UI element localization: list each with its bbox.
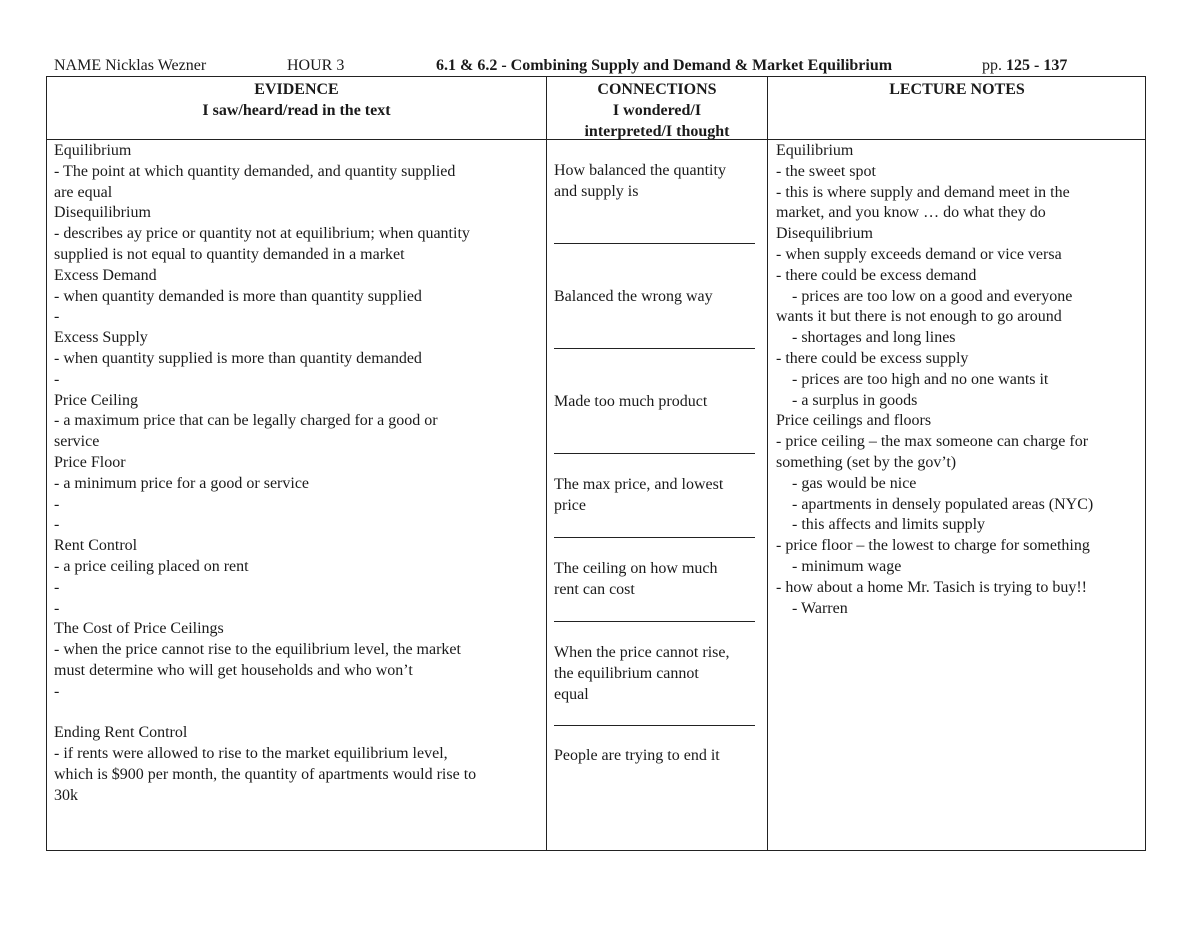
connection-entry bbox=[554, 161, 760, 203]
connections-subtitle: interpreted/I thought bbox=[584, 123, 730, 140]
evidence-line: Excess Demand bbox=[54, 266, 157, 284]
evidence-line: - The point at which quantity demanded, and quantity supplied bbox=[54, 162, 456, 180]
lecture-line: something (set by the gov’t) bbox=[776, 453, 957, 471]
evidence-line: - a minimum price for a good or service bbox=[54, 474, 310, 492]
lecture-line: Equilibrium bbox=[776, 142, 854, 159]
connection-line: and supply is bbox=[554, 182, 639, 200]
lecture-line: - how about a home Mr. Tasich is trying to buy!! bbox=[776, 578, 1087, 596]
lecture-line: Price ceilings and floors bbox=[776, 412, 932, 430]
connection-line: price bbox=[554, 496, 586, 514]
connection-entry bbox=[554, 746, 760, 767]
page-range-value: 125 - 137 bbox=[1006, 57, 1068, 74]
connection-line: The max price, and lowest bbox=[554, 476, 724, 493]
lecture-line: - gas would be nice bbox=[792, 474, 917, 492]
answer-rule-line bbox=[554, 725, 755, 726]
lecture-line: - when supply exceeds demand or vice versa bbox=[776, 245, 1062, 263]
evidence-subtitle: I saw/heard/read in the text bbox=[202, 102, 391, 119]
lecture-line: market, and you know … do what they do bbox=[776, 204, 1046, 222]
evidence-line: - if rents were allowed to rise to the market equilibrium level, bbox=[54, 745, 448, 763]
answer-rule-line bbox=[554, 537, 755, 538]
lecture-line: - apartments in densely populated areas (NYC) bbox=[792, 495, 1094, 513]
evidence-line: - bbox=[54, 370, 60, 388]
evidence-line: Rent Control bbox=[54, 537, 138, 555]
evidence-line: are equal bbox=[54, 183, 113, 201]
connection-entry bbox=[554, 643, 760, 705]
lecture-line: - price ceiling – the max someone can charge for bbox=[776, 433, 1089, 451]
evidence-line: - bbox=[54, 682, 60, 700]
lesson-title: 6.1 & 6.2 - Combining Supply and Demand & Market Equilibrium bbox=[436, 57, 893, 74]
evidence-line: service bbox=[54, 433, 100, 451]
lecture-line: - a surplus in goods bbox=[792, 391, 918, 409]
lecture-line: Disequilibrium bbox=[776, 225, 873, 243]
column-divider bbox=[546, 77, 547, 850]
worksheet-header bbox=[54, 56, 1154, 76]
connection-line: People are trying to end it bbox=[554, 747, 720, 764]
connection-line: equal bbox=[554, 685, 589, 703]
class-hour: HOUR 3 bbox=[287, 57, 345, 74]
lecture-column-header bbox=[768, 79, 1146, 100]
lecture-title: LECTURE NOTES bbox=[889, 81, 1025, 98]
connection-entry bbox=[554, 287, 760, 308]
column-divider bbox=[767, 77, 768, 850]
evidence-line: Excess Supply bbox=[54, 329, 148, 347]
evidence-title: EVIDENCE bbox=[254, 81, 339, 98]
evidence-line: Ending Rent Control bbox=[54, 724, 188, 742]
lecture-line: wants it but there is not enough to go around bbox=[776, 308, 1062, 326]
answer-rule-line bbox=[554, 621, 755, 622]
lecture-line: - there could be excess supply bbox=[776, 349, 969, 367]
connection-line: How balanced the quantity bbox=[554, 162, 726, 179]
connection-line: Balanced the wrong way bbox=[554, 288, 713, 305]
evidence-line: The Cost of Price Ceilings bbox=[54, 620, 224, 638]
page-range-prefix: pp. bbox=[982, 57, 1006, 74]
evidence-line: must determine who will get households and who won’t bbox=[54, 661, 413, 679]
connection-line: rent can cost bbox=[554, 580, 635, 598]
lecture-line: - prices are too low on a good and everyone bbox=[792, 287, 1073, 305]
lecture-line: - price floor – the lowest to charge for something bbox=[776, 537, 1090, 555]
connection-line: Made too much product bbox=[554, 393, 708, 410]
evidence-line: 30k bbox=[54, 786, 78, 804]
evidence-line: - bbox=[54, 308, 60, 326]
evidence-line: - describes ay price or quantity not at equilibrium; when quantity bbox=[54, 225, 470, 243]
connection-entry bbox=[554, 392, 760, 413]
evidence-column-body bbox=[54, 141, 540, 807]
connection-line: The ceiling on how much bbox=[554, 560, 718, 577]
connection-line: When the price cannot rise, bbox=[554, 644, 730, 661]
evidence-line: - when quantity supplied is more than quantity demanded bbox=[54, 349, 422, 367]
evidence-line: Equilibrium bbox=[54, 142, 132, 159]
evidence-line: - when quantity demanded is more than quantity supplied bbox=[54, 287, 422, 305]
connection-entry bbox=[554, 559, 760, 601]
evidence-line: - bbox=[54, 495, 60, 513]
connections-subtitle: I wondered/I bbox=[612, 102, 702, 119]
evidence-line: - a maximum price that can be legally charged for a good or bbox=[54, 412, 438, 430]
evidence-line: - when the price cannot rise to the equilibrium level, the market bbox=[54, 641, 461, 659]
connections-title: CONNECTIONS bbox=[597, 81, 717, 98]
answer-rule-line bbox=[554, 348, 755, 349]
lecture-line: - minimum wage bbox=[792, 557, 902, 575]
evidence-line: Price Ceiling bbox=[54, 391, 138, 409]
evidence-line: Disequilibrium bbox=[54, 204, 151, 222]
lecture-line: - the sweet spot bbox=[776, 162, 876, 180]
notes-table bbox=[46, 76, 1146, 851]
lecture-line: - this affects and limits supply bbox=[792, 516, 986, 534]
lecture-line: - prices are too high and no one wants it bbox=[792, 370, 1049, 388]
student-name: NAME Nicklas Wezner bbox=[54, 57, 207, 74]
evidence-line: - bbox=[54, 599, 60, 617]
connections-column-header bbox=[547, 79, 767, 142]
evidence-line: Price Floor bbox=[54, 453, 126, 471]
evidence-line: - a price ceiling placed on rent bbox=[54, 557, 249, 575]
lecture-line: - this is where supply and demand meet in the bbox=[776, 183, 1070, 201]
answer-rule-line bbox=[554, 453, 755, 454]
page-range bbox=[982, 56, 1067, 76]
lecture-line: - shortages and long lines bbox=[792, 329, 956, 347]
answer-rule-line bbox=[554, 243, 755, 244]
evidence-line bbox=[54, 703, 540, 724]
evidence-line: - bbox=[54, 578, 60, 596]
lecture-line: - Warren bbox=[792, 599, 848, 617]
evidence-column-header bbox=[47, 79, 546, 121]
lecture-column-body bbox=[776, 141, 1142, 619]
lecture-line: - there could be excess demand bbox=[776, 266, 977, 284]
evidence-line: which is $900 per month, the quantity of apartments would rise to bbox=[54, 765, 477, 783]
connection-line: the equilibrium cannot bbox=[554, 664, 699, 682]
evidence-line: supplied is not equal to quantity demanded in a market bbox=[54, 245, 405, 263]
evidence-line: - bbox=[54, 516, 60, 534]
connection-entry bbox=[554, 475, 760, 517]
